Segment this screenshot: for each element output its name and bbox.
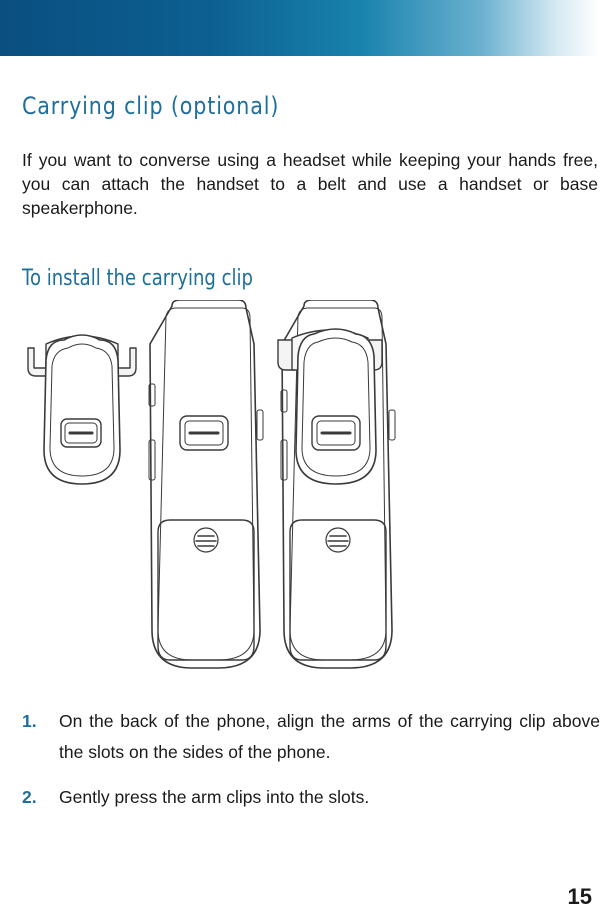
step-item <box>22 782 600 813</box>
subsection-title: To install the carrying clip <box>22 266 253 291</box>
carrying-clip-illustration <box>20 300 440 680</box>
page-number: 15 <box>567 884 592 909</box>
carrying-clip-drawing <box>28 335 136 484</box>
step-text: Gently press the arm clips into the slots. <box>59 787 370 807</box>
handset-with-clip-drawing <box>278 300 395 668</box>
header-banner <box>0 0 600 56</box>
install-steps-list <box>22 706 600 827</box>
step-item <box>22 706 600 768</box>
step-text: On the back of the phone, align the arms of the carrying clip above the slots on the sides of the phone. <box>59 711 600 762</box>
handset-back-drawing <box>149 300 263 668</box>
section-title: Carrying clip (optional) <box>22 92 280 120</box>
intro-paragraph: If you want to converse using a headset while keeping your hands free, you can attach the handset to a belt and use a handset or base speakerphone. <box>22 150 598 218</box>
step-number: 1. <box>22 711 37 731</box>
step-number: 2. <box>22 787 37 807</box>
